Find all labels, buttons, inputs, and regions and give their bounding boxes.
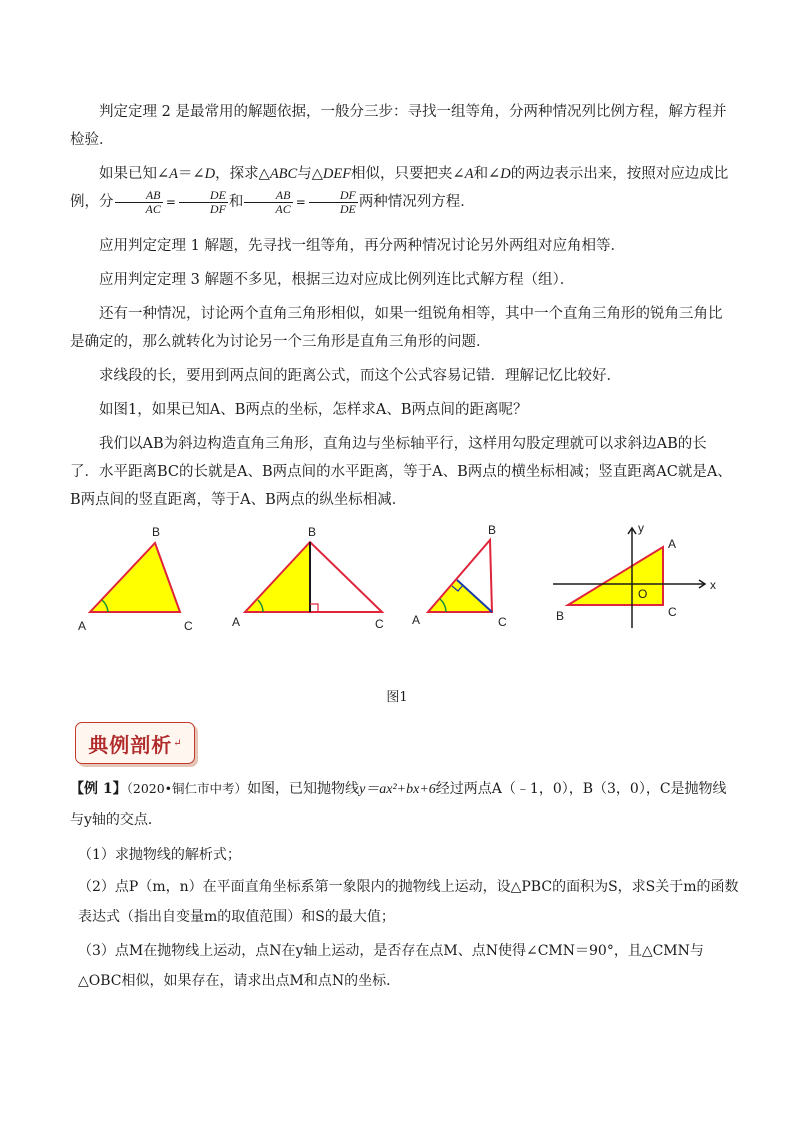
point-a: A（﹣1，0） <box>491 781 569 797</box>
text-run: 相似，只要把夹∠ <box>351 166 465 182</box>
fraction-denominator: DE <box>339 201 356 216</box>
label-b: B <box>308 525 317 539</box>
label-c: C <box>184 619 193 633</box>
paragraph-angle-case <box>70 160 735 216</box>
equals-sign: = <box>165 195 176 209</box>
label-c: C <box>375 617 384 631</box>
text-run: 如果已知∠ <box>99 166 170 182</box>
fraction-numerator: DE <box>179 189 228 203</box>
point-b: B（3，0） <box>582 781 646 797</box>
figure-svg <box>60 520 740 640</box>
fraction-de-df <box>179 189 228 216</box>
var-abc: ABC <box>269 166 298 182</box>
paragraph-theorem1: 应用判定定理 1 解题，先寻找一组等角，再分两种情况讨论另外两组对应角相等． <box>99 238 625 254</box>
label-a: A <box>232 615 241 629</box>
var-a: A <box>169 166 179 182</box>
fraction-ab-ac <box>115 189 163 216</box>
question-1: （1）求抛物线的解析式； <box>78 847 241 863</box>
var-d: D <box>204 166 216 182</box>
text-run: 和 <box>228 194 244 210</box>
fraction-ab-ac-2 <box>244 189 292 216</box>
paragraph-figure-ref: 如图1，如果已知A、B两点的坐标，怎样求A、B两点间的距离呢？ <box>99 402 528 418</box>
fraction-df-de <box>309 189 358 216</box>
label-b: B <box>488 523 497 537</box>
label-a: A <box>78 619 87 633</box>
label-y: y <box>638 521 644 535</box>
paragraph-theorem2: 判定定理 2 是最常用的解题依据，一般分三步：寻找一组等角，分两种情况列比例方程，解方程并检验． <box>70 104 727 148</box>
var-d: D <box>500 166 511 182</box>
fraction-denominator: DF <box>209 201 226 216</box>
text-run: 和∠ <box>473 166 501 182</box>
fraction-numerator: AB <box>244 189 292 203</box>
figure-1-triangles <box>60 520 740 640</box>
triangle-2 <box>232 525 384 631</box>
paragraph-right-triangle: 还有一种情况，讨论两个直角三角形相似，如果一组锐角相等，其中一个直角三角形的锐角三角比是确定的，那么就转化为讨论另一个三角形是直角三角形的问题． <box>70 306 723 350</box>
paragraph-mark-icon: ↵ <box>173 737 182 749</box>
fraction-numerator: DF <box>309 189 358 203</box>
figure-caption: 图1 <box>386 690 408 705</box>
paragraph-hypotenuse: 我们以AB为斜边构造直角三角形，直角边与坐标轴平行，这样用勾股定理就可以求斜边AB的长了．水平距离BC的长就是A、B两点间的水平距离，等于A、B两点的横坐标相减；竖直距离AC就是A、B两点间的竖直距离，等于A、B两点的纵坐标相减． <box>70 436 732 508</box>
fraction-denominator: AC <box>275 201 291 216</box>
section-title: 典例剖析 <box>88 732 173 757</box>
var-a: A <box>464 166 474 182</box>
question-2: （2）点P（m，n）在平面直角坐标系第一象限内的抛物线上运动，设△PBC的面积为S，求S关于m的函数表达式（指出自变量m的取值范围）和S的最大值； <box>78 879 739 925</box>
triangle-3 <box>412 523 507 629</box>
label-b: B <box>556 609 565 623</box>
equals-sign: = <box>295 195 306 209</box>
text-run: 的两边表示出来，按照对应边成比例，分 <box>70 166 729 210</box>
coordinate-figure <box>553 521 716 628</box>
text-run: 与△ <box>297 166 323 182</box>
example-source: （2020•铜仁市中考） <box>126 781 248 796</box>
text-run: ＝∠ <box>178 166 205 182</box>
text-run: ，探求△ <box>215 166 270 182</box>
label-b: B <box>152 525 161 539</box>
section-heading <box>75 722 195 764</box>
text-run: ， <box>568 781 583 797</box>
fraction-numerator: AB <box>115 189 163 203</box>
text-run: 经过两点 <box>435 781 492 797</box>
text-run: 两种情况列方程． <box>358 194 475 210</box>
text-run: 如图，已知抛物线 <box>247 781 360 797</box>
label-a: A <box>668 537 677 551</box>
var-def: DEF <box>322 166 352 182</box>
parabola-formula: y＝ax²+bx+6 <box>359 782 436 797</box>
question-3: （3）点M在抛物线上运动，点N在y轴上运动，是否存在点M、点N使得∠CMN＝90°，且△CMN与△OBC相似，如果存在，请求出点M和点N的坐标． <box>78 943 704 989</box>
label-c: C <box>498 615 507 629</box>
right-angle-mark <box>310 604 318 612</box>
fraction-denominator: AC <box>145 201 161 216</box>
text-run: ，C是抛物线与y轴的交点． <box>70 781 727 828</box>
example-1-intro <box>70 774 735 835</box>
paragraph-theorem3: 应用判定定理 3 解题不多见，根据三边对应成比例列连比式解方程（组）． <box>99 272 575 288</box>
label-o: O <box>638 587 648 601</box>
paragraph-distance: 求线段的长，要用到两点间的距离公式，而这个公式容易记错．理解记忆比较好． <box>99 368 621 384</box>
label-c: C <box>668 605 677 619</box>
triangle-1 <box>78 525 193 633</box>
label-x: x <box>710 578 716 592</box>
label-a: A <box>412 613 421 627</box>
triangle-fill <box>428 580 492 612</box>
triangle-shape <box>568 547 663 605</box>
example-tag: 【例 1】 <box>70 781 127 797</box>
